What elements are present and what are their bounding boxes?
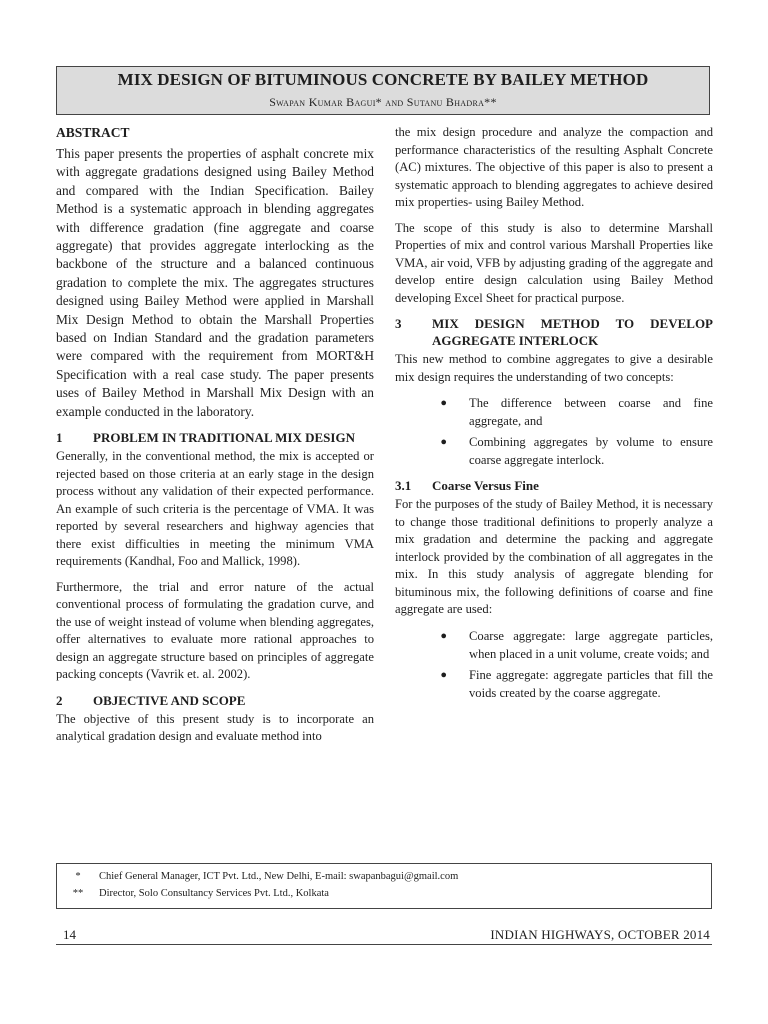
section-1-paragraph: Generally, in the conventional method, the mix is accepted or rejected based on those criteria at an early stage in the design process without any validation of their expected performance. An example of such criteria is the percentage of VMA. It was reported by several researchers and highway agencies that there exist difficulties in meeting the minimum VMA requirements (Kandhal, Foo and Mallick, 1998). [56, 449, 374, 569]
list-item [395, 433, 713, 469]
section-2-paragraph: The objective of this present study is to incorporate an analytical gradation design and evaluate method into [56, 711, 374, 744]
bullet-text: Combining aggregates by volume to ensure coarse aggregate interlock. [469, 435, 713, 467]
paper-title: MIX DESIGN OF BITUMINOUS CONCRETE BY BAILEY METHOD [117, 70, 649, 89]
list-item [395, 666, 713, 702]
footnote-text: Director, Solo Consultancy Services Pvt. Ltd., Kolkata [99, 888, 329, 899]
title-box [56, 66, 710, 115]
page-number: 14 [63, 927, 76, 942]
footnote-text: Chief General Manager, ICT Pvt. Ltd., New Delhi, E-mail: swapanbagui@gmail.com [99, 871, 459, 882]
list-item [395, 394, 713, 430]
section-title: PROBLEM IN TRADITIONAL MIX DESIGN [93, 430, 355, 446]
journal-name: INDIAN HIGHWAYS, OCTOBER 2014 [490, 927, 710, 942]
section-number: 2 [56, 692, 63, 708]
section-number: 3.1 [395, 478, 412, 493]
bullet-icon: ● [440, 436, 447, 448]
paper-authors: Swapan Kumar Bagui* and Sutanu Bhadra** [269, 95, 497, 109]
footer-divider [56, 944, 712, 945]
bullet-text: The difference between coarse and fine aggregate, and [469, 396, 713, 428]
right-column [395, 124, 713, 710]
footnote [57, 885, 711, 902]
footnote-box [56, 863, 712, 909]
footnote [57, 868, 711, 885]
left-column [56, 124, 374, 754]
section-1-heading [56, 429, 374, 446]
section-2-heading [56, 692, 374, 709]
section-3-heading [395, 315, 713, 349]
bullet-text: Coarse aggregate: large aggregate particles, when placed in a unit volume, create voids; and [469, 628, 713, 661]
abstract-heading: ABSTRACT [56, 125, 130, 140]
section-3-bullet-list [395, 394, 713, 469]
section-3-1-bullet-list [395, 627, 713, 702]
section-title: MIX DESIGN METHOD TO DEVELOP AGGREGATE INTERLOCK [432, 316, 713, 348]
section-title: OBJECTIVE AND SCOPE [93, 692, 246, 708]
section-title: Coarse Versus Fine [432, 478, 539, 493]
bullet-icon: ● [440, 397, 447, 409]
section-2-paragraph: The scope of this study is also to determine Marshall Properties of mix and control various Marshall Properties like VMA, air void, VFB by adjusting grading of the aggregate and develop entire design calculation using Bailey Method developing Excel Sheet for practical purpose. [395, 220, 713, 305]
bullet-text: Fine aggregate: aggregate particles that fill the voids created by the coarse aggregate. [469, 667, 713, 700]
bullet-icon: ● [440, 629, 447, 642]
section-1-paragraph: Furthermore, the trial and error nature of the actual conventional process of formulating the gradation curve, and the use of weight instead of volume when blending aggregates, offer alternatives to evaluate more rational approaches to design an aggregate structure based on principles of aggregate packing concepts (Vavrik et. al. 2002). [56, 579, 374, 682]
section-number: 1 [56, 430, 63, 446]
section-number: 3 [395, 316, 402, 331]
section-2-paragraph: the mix design procedure and analyze the compaction and performance characteristics of the resulting Asphalt Concrete (AC) mixtures. The objective of this paper is also to present a systematic approach to blending aggregates to achieve desired mix properties- using Bailey Method. [395, 125, 713, 209]
footnote-mark: ** [72, 888, 84, 899]
section-3-1-paragraph: For the purposes of the study of Bailey Method, it is necessary to change those traditional definitions to properly analyze a mix gradation and determine the packing and aggregate interlock provided by the combination of all aggregates in the mix. In this study analysis of aggregate blending for bituminous mix, the following definitions of coarse and fine aggregate are used: [395, 497, 713, 616]
section-3-1-heading [395, 477, 713, 494]
abstract-text: This paper presents the properties of asphalt concrete mix with aggregate gradations designed using Bailey Method and compared with the Indian Specification. Bailey Method is a systematic approach in blending aggregates with difference gradation (fine aggregate and coarse aggregate) that provides aggregate interlocking as the backbone of the structure and a balanced continuous gradation to complete the mix. The aggregates structures designed using Bailey Method were applied in Marshall Mix Design Method to obtain the Marshall Properties based on Indian Standard and the gradation parameters were compared with the requirement from MORT&H Specification with a real case study. The paper presents uses of Bailey Method in Marshall Mix Design with an example conducted in the laboratory. [56, 146, 374, 419]
footnote-mark: * [75, 871, 81, 882]
section-3-paragraph: This new method to combine aggregates to give a desirable mix design requires the understanding of two concepts: [395, 352, 713, 384]
bullet-icon: ● [440, 668, 447, 681]
list-item [395, 627, 713, 663]
